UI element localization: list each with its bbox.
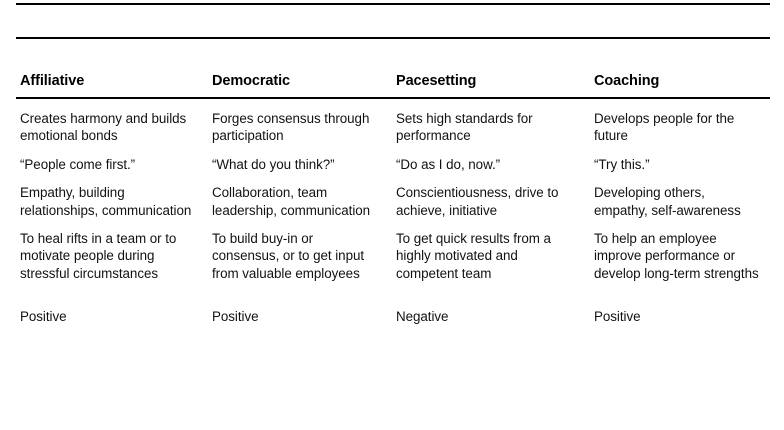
cell-competencies-affiliative (16, 173, 208, 219)
cell-text: To heal rifts in a team or to motivate people during stressful circumstances (20, 231, 177, 281)
table-row (16, 98, 770, 145)
cell-text: “People come first.” (20, 156, 136, 172)
cell-text: Sets high standards for performance (396, 111, 533, 144)
cell-when-coaching (590, 219, 770, 282)
table-row (16, 145, 770, 173)
cell-phrase-coaching (590, 145, 770, 173)
cell-text: Develops people for the future (594, 111, 735, 144)
table-header-row (16, 72, 770, 98)
table-row (16, 219, 770, 282)
cell-when-pacesetting (392, 219, 590, 282)
cell-text: “What do you think?” (212, 156, 335, 172)
column-header-democratic: Democratic (208, 72, 392, 98)
cell-competencies-democratic (208, 173, 392, 219)
cell-effect-affiliative (16, 282, 208, 325)
table-row (16, 282, 770, 325)
cell-when-democratic (208, 219, 392, 282)
cell-text: Creates harmony and builds emotional bonds (20, 111, 187, 144)
cell-text: To get quick results from a highly motivated and competent team (396, 231, 551, 281)
cell-modus-pacesetting (392, 98, 590, 145)
column-header-affiliative: Affiliative (16, 72, 208, 98)
cell-competencies-coaching (590, 173, 770, 219)
cell-text: “Do as I do, now.” (396, 156, 501, 172)
cell-text: Collaboration, team leadership, communication (212, 185, 371, 218)
cell-competencies-pacesetting (392, 173, 590, 219)
cell-modus-affiliative (16, 98, 208, 145)
cell-text: Positive (594, 309, 641, 325)
table-body (16, 98, 770, 326)
cell-text: To build buy-in or consensus, or to get input from valuable employees (212, 231, 365, 281)
cell-text: Empathy, building relationships, communication (20, 185, 192, 218)
cell-text: To help an employee improve performance or develop long-term strengths (594, 231, 759, 281)
cell-effect-pacesetting (392, 282, 590, 325)
cell-text: Forges consensus through participation (212, 111, 370, 144)
column-header-coaching: Coaching (590, 72, 770, 98)
cell-effect-democratic (208, 282, 392, 325)
cell-text: Positive (212, 309, 259, 325)
cell-text: Developing others, empathy, self-awareness (594, 185, 741, 218)
leadership-styles-table (16, 72, 770, 326)
column-header-pacesetting: Pacesetting (392, 72, 590, 98)
table-row (16, 173, 770, 219)
cell-text: Conscientiousness, drive to achieve, initiative (396, 185, 559, 218)
cell-text: Positive (20, 309, 67, 325)
cell-phrase-democratic (208, 145, 392, 173)
cell-phrase-pacesetting (392, 145, 590, 173)
table-container (16, 72, 770, 326)
cell-effect-coaching (590, 282, 770, 325)
cell-text: Negative (396, 309, 449, 325)
cell-modus-coaching (590, 98, 770, 145)
cell-phrase-affiliative (16, 145, 208, 173)
horizontal-rule-second (16, 37, 770, 39)
cell-text: “Try this.” (594, 156, 650, 172)
horizontal-rule-top (16, 3, 770, 5)
cell-modus-democratic (208, 98, 392, 145)
cell-when-affiliative (16, 219, 208, 282)
table-header (16, 72, 770, 98)
